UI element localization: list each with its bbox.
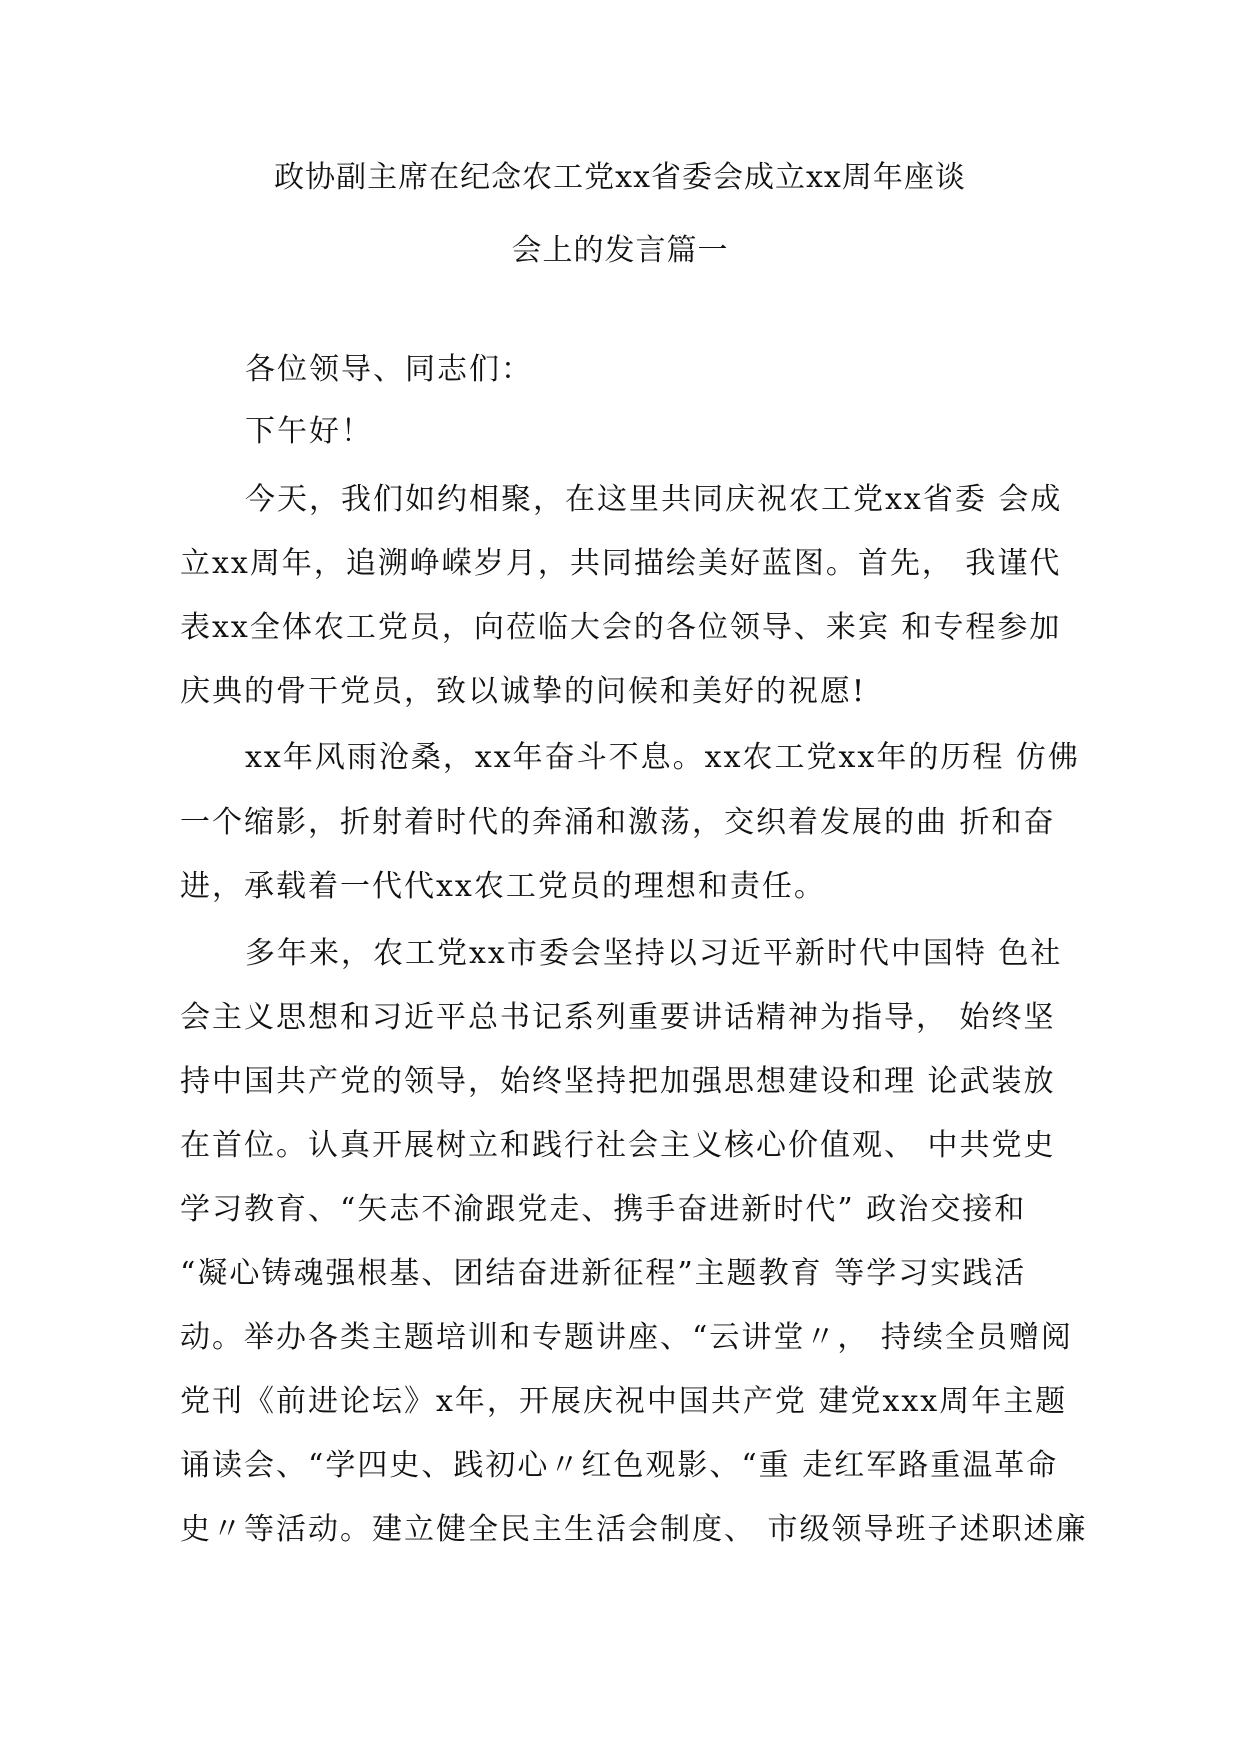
document-title-line-1: 政协副主席在纪念农工党xx省委会成立xx周年座谈 [274,160,966,195]
body-line: 动。举办各类主题培训和专题讲座、“云讲堂〃， 持续全员赠阅 [180,1320,1073,1355]
body-line: 一个缩影，折射着时代的奔涌和激荡，交织着发展的曲 折和奋 [180,805,1056,840]
body-line: 会主义思想和习近平总书记系列重要讲话精神为指导， 始终坚 [180,1000,1056,1035]
body-line: 在首位。认真开展树立和践行社会主义核心价值观、 中共党史 [180,1128,1056,1163]
body-line: 表xx全体农工党员，向莅临大会的各位领导、来宾 和专程参加 [180,610,1062,645]
greeting: 下午好！ [245,414,373,449]
body-line: 进，承载着一代代xx农工党员的理想和责任。 [180,869,826,904]
salutation: 各位领导、同志们： [245,352,533,387]
body-line: 诵读会、“学四史、践初心〃红色观影、“重 走红军路重温革命 [180,1448,1059,1483]
body-line: 学习教育、“矢志不渝跟党走、携手奋进新时代” 政治交接和 [180,1192,1027,1227]
body-line: 党刊《前进论坛》x年，开展庆祝中国共产党 建党xxx周年主题 [180,1384,1068,1419]
body-line: 持中国共产党的领导，始终坚持把加强思想建设和理 论武装放 [180,1064,1056,1099]
body-line: xx年风雨沧桑，xx年奋斗不息。xx农工党xx年的历程 仿佛 [245,740,1080,775]
document-title-line-2: 会上的发言篇一 [511,233,729,268]
body-line: 史〃等活动。建立健全民主生活会制度、 市级领导班子述职述廉 [180,1512,1088,1547]
body-line: 立xx周年，追溯峥嵘岁月，共同描绘美好蓝图。首先， 我谨代 [180,546,1062,581]
body-line: 多年来，农工党xx市委会坚持以习近平新时代中国特 色社 [245,936,1063,971]
body-line: 今天，我们如约相聚，在这里共同庆祝农工党xx省委 会成 [245,482,1063,517]
body-line: “凝心铸魂强根基、团结奋进新征程”主题教育 等学习实践活 [180,1256,1027,1291]
body-line: 庆典的骨干党员，致以诚挚的问候和美好的祝愿! [180,674,867,709]
